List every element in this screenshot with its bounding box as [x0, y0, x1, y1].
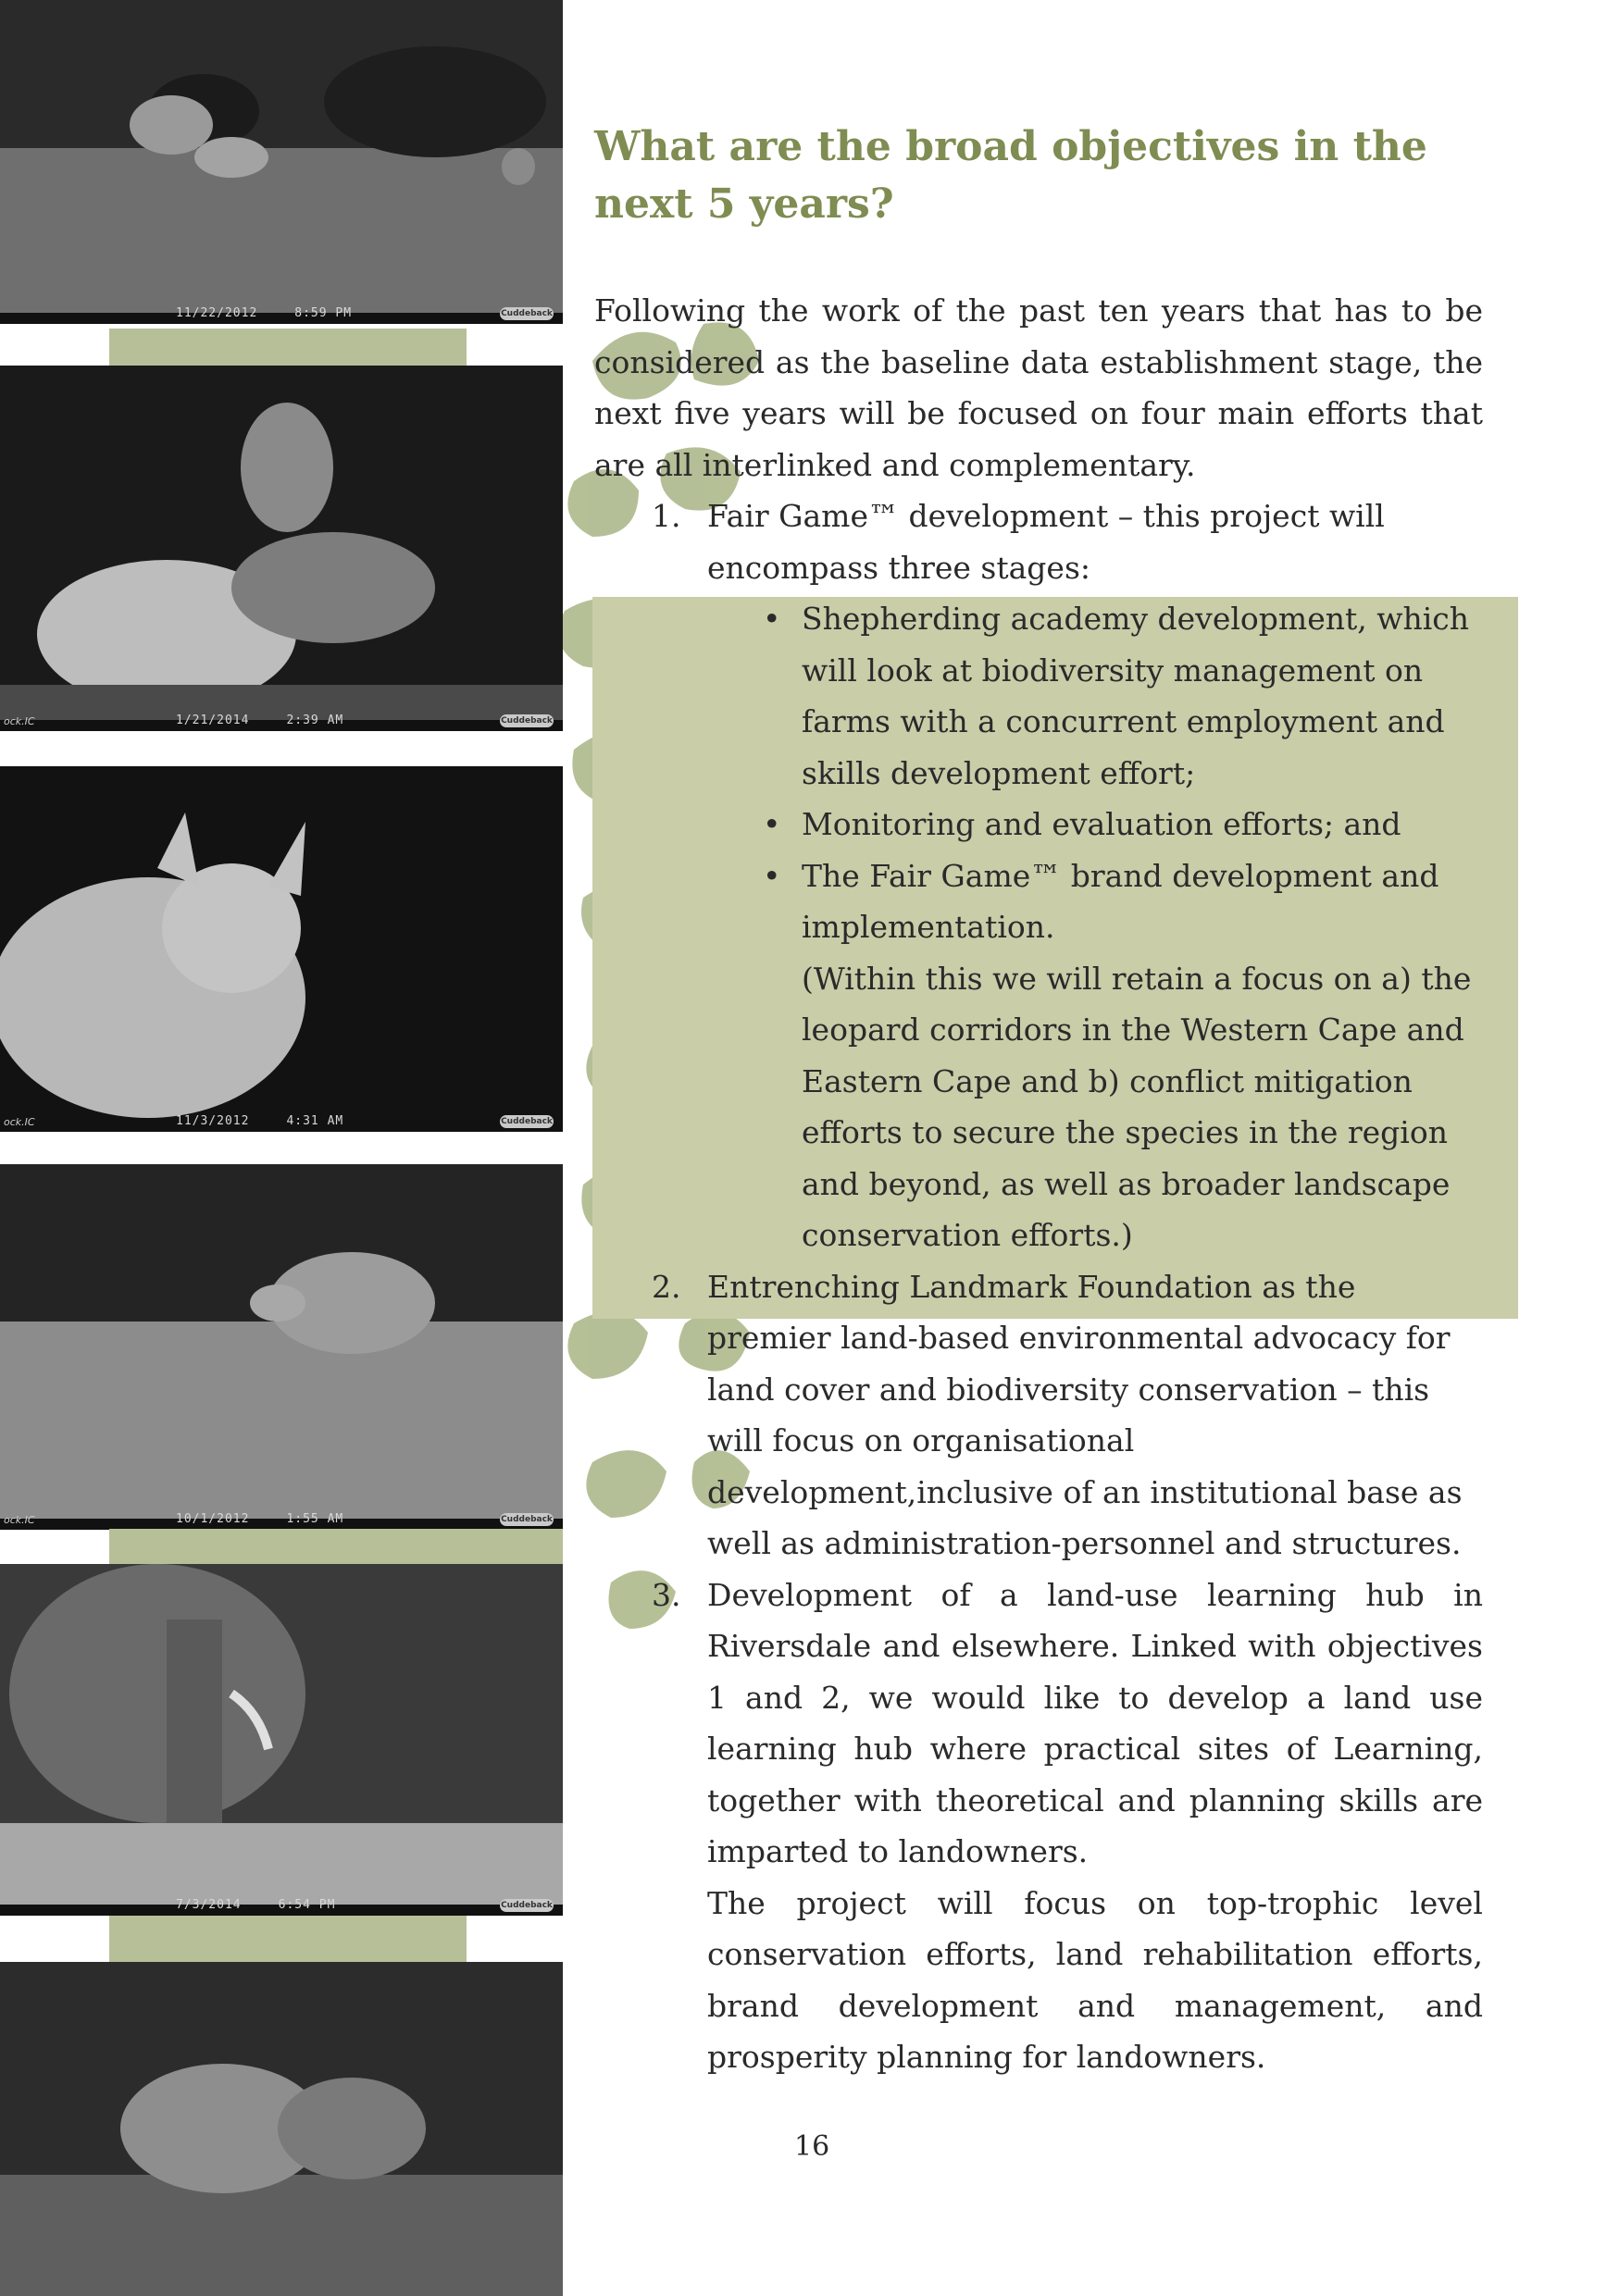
camera-trap-photo-column — [0, 0, 563, 2296]
page-number: 16 — [794, 2130, 830, 2163]
intro-text: Following the work of the past ten years that has to be considered as the baseline data establishment stage, the next five years will be focused on four main efforts that are all interlinked and complementary. — [594, 292, 1483, 483]
objective-item — [594, 1570, 1483, 2083]
objective-text: Fair Game™ development – this project will encompass three stages: — [707, 498, 1385, 586]
camera-brand-logo: Cuddeback — [501, 1515, 553, 1524]
stage-note: (Within this we will retain a focus on a) the leopard corridors in the Western Cape and Eastern Cape and b) conflict mitigation efforts to secure the species in the region and beyond, as well as broader landscape conservation efforts.) — [802, 960, 1472, 1253]
objective-item — [594, 490, 1483, 1261]
stage-list — [707, 593, 1483, 953]
camera-id: ock.IC — [4, 1116, 35, 1128]
green-strip — [109, 1916, 467, 1962]
list-number: 3. — [652, 1576, 681, 1613]
camera-brand-logo: Cuddeback — [501, 1117, 553, 1126]
photo-aardvark — [0, 1164, 563, 1530]
green-strip — [109, 329, 467, 366]
stage-item: • Shepherding academy development, which will look at biodiversity management on farms with a concurrent employment and skills development effort; — [763, 601, 1470, 791]
photo-elephant — [0, 1564, 563, 1916]
objectives-list — [594, 490, 1483, 2083]
camera-brand-logo: Cuddeback — [501, 716, 553, 726]
photo-timestamp: 1/21/2014 2:39 AM — [176, 714, 344, 727]
list-number: 2. — [652, 1268, 681, 1305]
photo-timestamp: 11/3/2012 4:31 AM — [176, 1114, 344, 1128]
camera-id: ock.IC — [4, 715, 35, 727]
stage-item: • Monitoring and evaluation efforts; and — [763, 806, 1401, 842]
stage-text: Monitoring and evaluation efforts; and — [802, 806, 1401, 842]
list-number: 1. — [652, 498, 681, 534]
objective-text: Development of a land-use learning hub in Riversdale and elsewhere. Linked with objectives 1 and 2, we would like to develop a land use learning hub where practical sites of Learning, together with theoretical and planning skills are imparted to landowners. — [707, 1576, 1483, 1869]
camera-brand-logo: Cuddeback — [501, 1901, 553, 1910]
photo-fox — [0, 0, 563, 324]
camera-brand-logo: Cuddeback — [501, 309, 553, 318]
stage-item: • The Fair Game™ brand development and implementation. — [763, 857, 1439, 945]
photo-porcupines — [0, 1962, 563, 2296]
photo-timestamp: 7/3/2014 6:54 PM — [176, 1898, 336, 1912]
photo-timestamp: 10/1/2012 1:55 AM — [176, 1512, 344, 1526]
photo-caracal — [0, 766, 563, 1132]
stage-text: Shepherding academy development, which will look at biodiversity management on farms with a concurrent employment and skills development effort; — [802, 601, 1470, 791]
stage-text: The Fair Game™ brand development and implementation. — [802, 857, 1439, 945]
photo-timestamp: 11/22/2012 8:59 PM — [176, 306, 353, 320]
page-heading: What are the broad objectives in the next 5 years? — [594, 123, 1427, 228]
green-strip — [109, 1529, 563, 1564]
objective-text-continued: The project will focus on top-trophic level conservation efforts, land rehabilitation efforts, brand development and management, and prosperity planning for landowners. — [707, 1884, 1483, 2075]
photo-leopards — [0, 366, 563, 731]
camera-id: ock.IC — [4, 1514, 35, 1526]
objective-item — [594, 1261, 1483, 1570]
objective-text: Entrenching Landmark Foundation as the premier land-based environmental advocacy for land cover and biodiversity conservation – this will focus on organisational development,inclusive of an institutional base as well as administration-personnel and structures. — [707, 1268, 1463, 1561]
intro-paragraph — [594, 285, 1483, 490]
